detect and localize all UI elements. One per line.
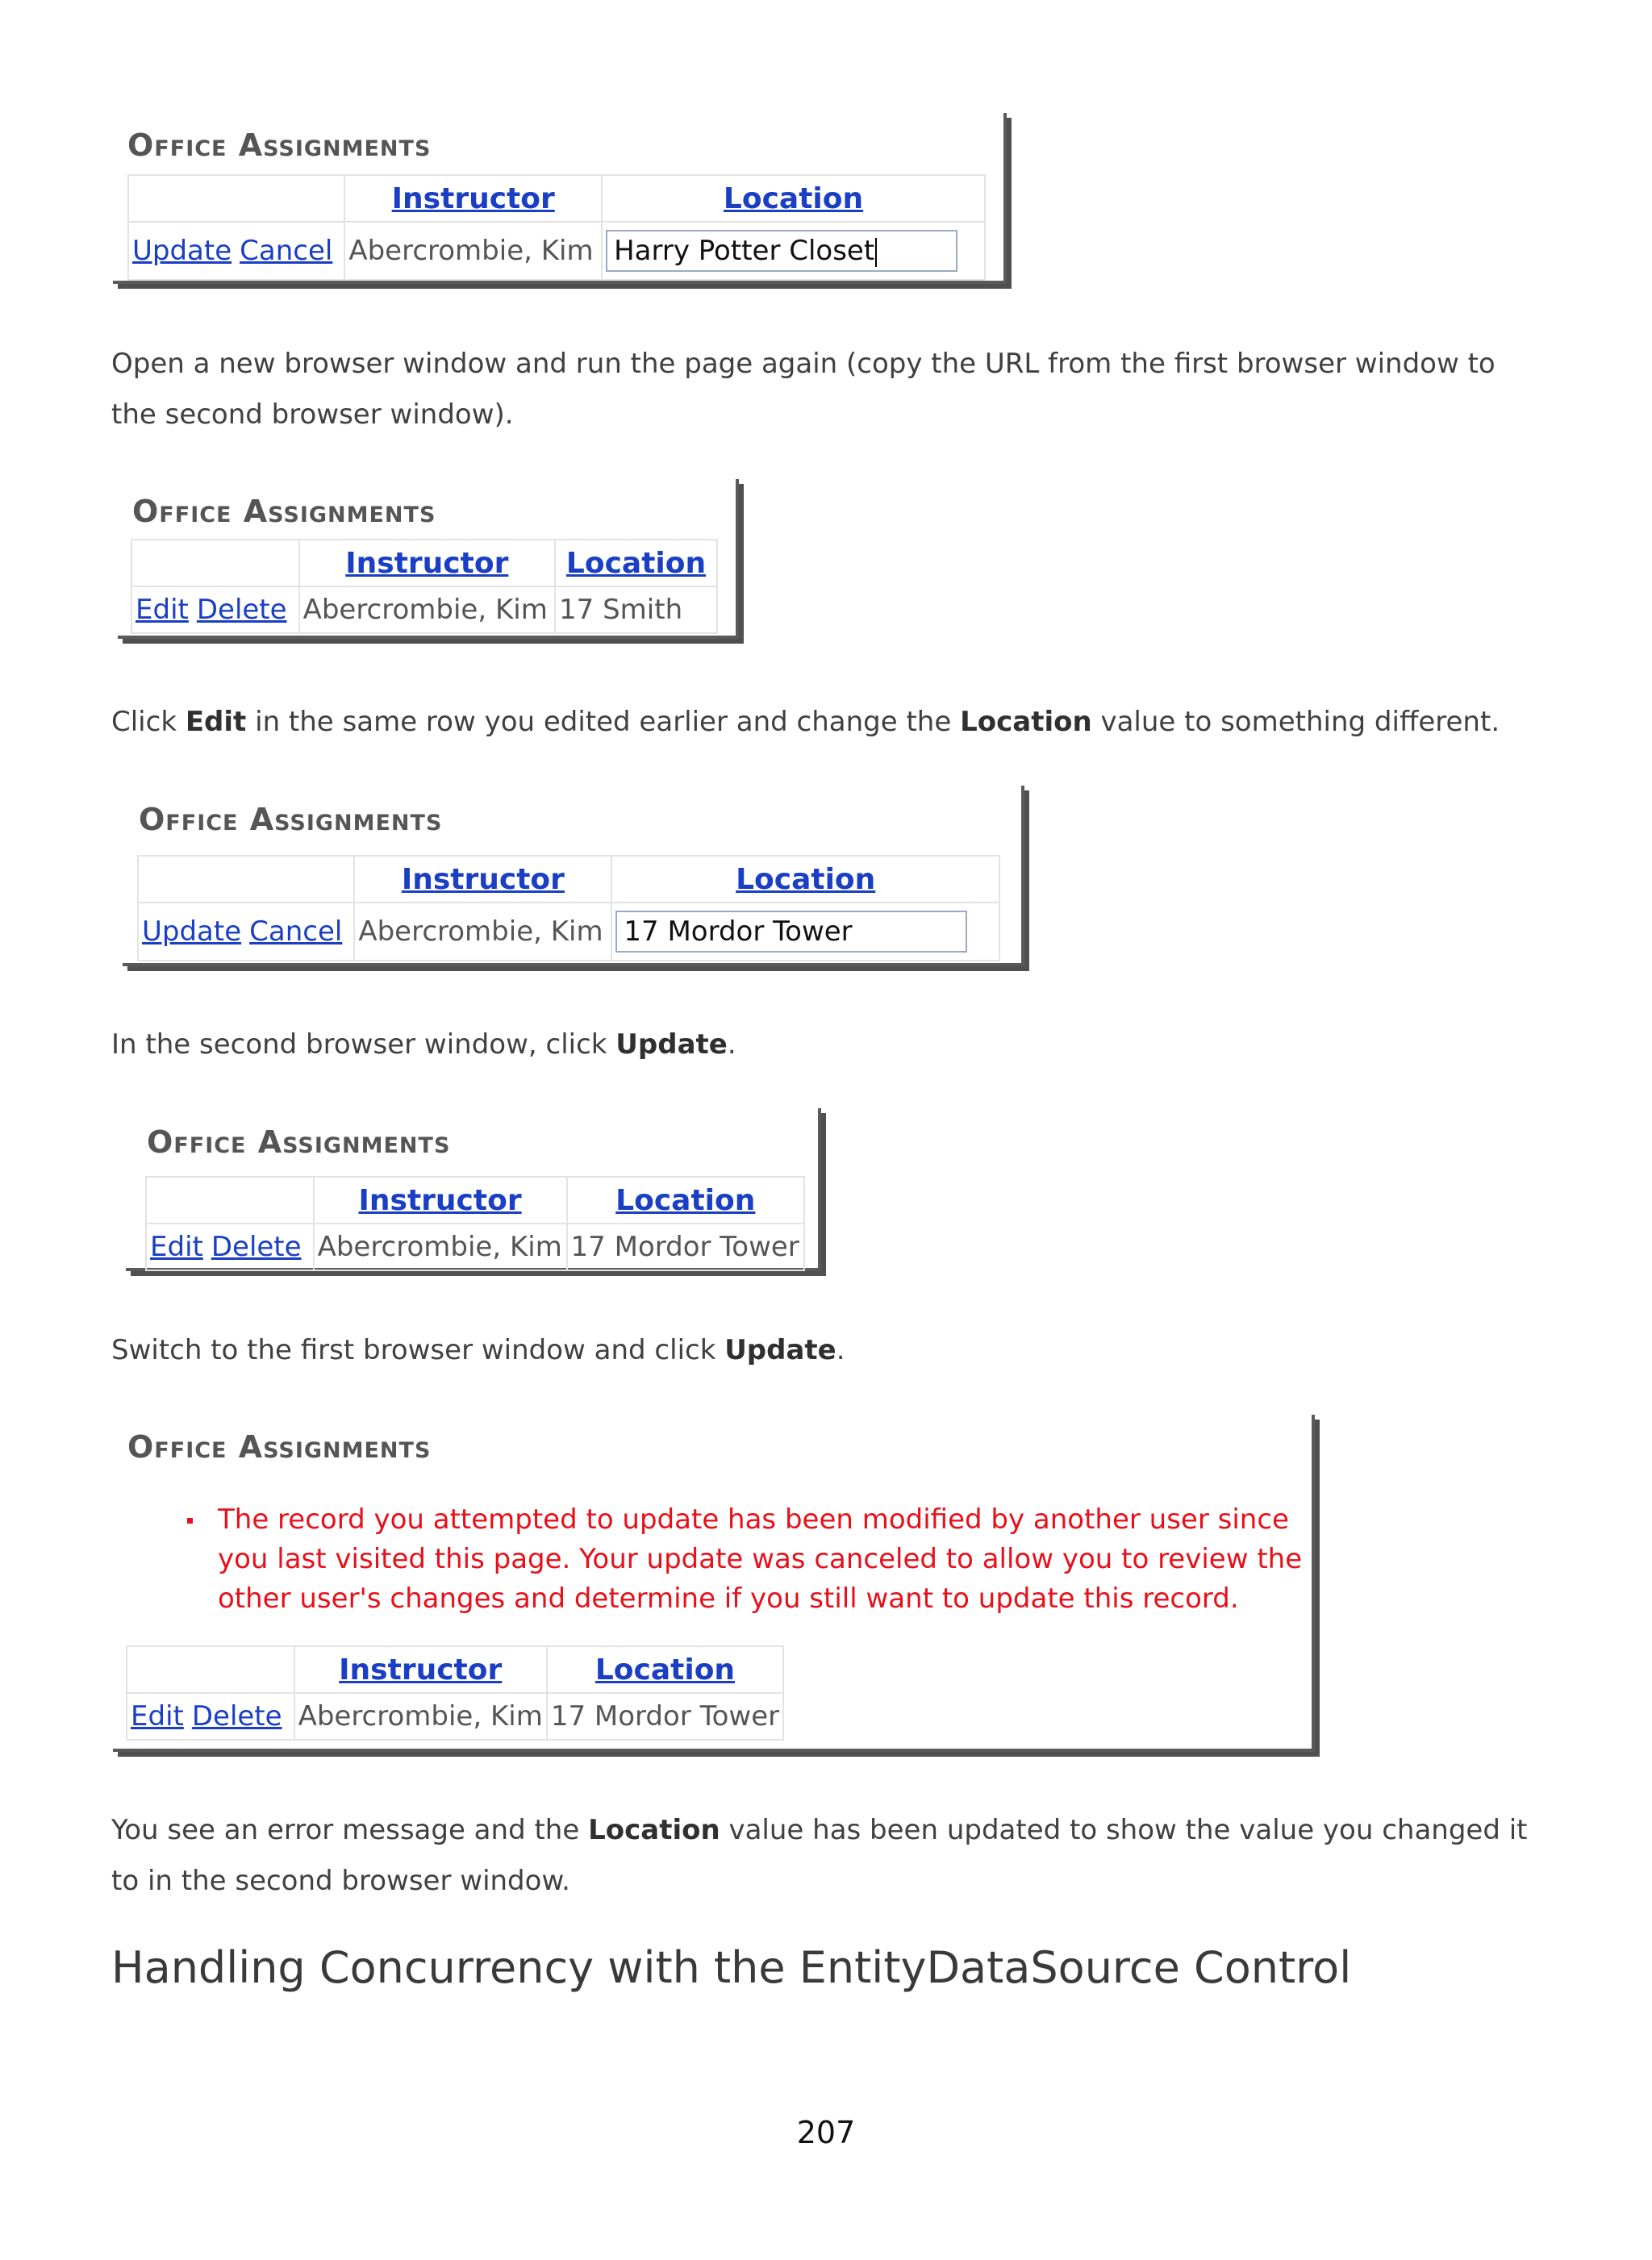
location-cell — [602, 222, 985, 280]
header-row — [131, 540, 717, 586]
assignments-grid — [145, 1176, 805, 1271]
instructor-cell — [314, 1224, 567, 1270]
instructor-cell — [299, 586, 555, 633]
paragraph-2 — [111, 697, 1547, 748]
instructor-name: Abercrombie, Kim — [298, 1700, 543, 1733]
error-message: The record you attempted to update has been modified by another user since you last visited this page. Your update was canceled to allow you to review the other user's changes and determine if you still want to update this record. — [184, 1500, 1313, 1619]
instructor-column-link[interactable]: Instructor — [358, 1183, 522, 1217]
panel-title: Office Assignments — [139, 802, 443, 837]
location-cell — [555, 586, 717, 633]
instructor-name: Abercrombie, Kim — [302, 594, 548, 626]
location-value: 17 Smith — [559, 594, 683, 626]
instructor-cell — [354, 903, 611, 961]
update-emphasis: Update — [724, 1334, 836, 1366]
instructor-column-link[interactable]: Instructor — [401, 862, 565, 896]
cancel-link[interactable]: Cancel — [249, 915, 343, 948]
assignments-grid — [126, 1645, 784, 1741]
instructor-name: Abercrombie, Kim — [358, 915, 603, 948]
header-row — [138, 856, 999, 903]
panel-title: Office Assignments — [147, 1124, 451, 1160]
cancel-link[interactable]: Cancel — [240, 235, 333, 267]
location-emphasis: Location — [960, 706, 1092, 738]
row-actions — [146, 1224, 314, 1270]
edit-emphasis: Edit — [185, 706, 247, 738]
instructor-cell — [294, 1693, 547, 1740]
paragraph-4 — [111, 1325, 1547, 1376]
header-row — [146, 1177, 804, 1224]
instructor-name: Abercrombie, Kim — [317, 1231, 562, 1263]
assignments-grid — [127, 174, 986, 281]
screenshot-panel-3 — [123, 786, 1024, 966]
location-cell — [547, 1693, 783, 1740]
panel-title: Office Assignments — [127, 127, 432, 163]
delete-link[interactable]: Delete — [191, 1700, 282, 1733]
location-column-link[interactable]: Location — [615, 1183, 756, 1217]
header-cell-actions — [138, 856, 354, 903]
screenshot-panel-1 — [113, 113, 1007, 284]
screenshot-panel-4 — [126, 1108, 821, 1271]
table-row — [138, 903, 999, 961]
paragraph-5-text: value has been updated to show the value you changed it to in the second browser window. — [111, 1814, 1528, 1897]
header-cell-location — [555, 540, 717, 586]
table-row — [128, 222, 985, 280]
location-input-value: 17 Mordor Tower — [624, 915, 853, 948]
row-actions — [138, 903, 354, 961]
location-input[interactable] — [606, 230, 957, 272]
header-cell-instructor — [314, 1177, 567, 1224]
header-cell-instructor — [294, 1646, 547, 1693]
paragraph-1-text: Open a new browser window and run the page again (copy the URL from the first browser window to the second browser window). — [111, 348, 1496, 431]
paragraph-2-text: in the same row you edited earlier and change the — [246, 706, 961, 738]
row-actions — [128, 222, 344, 280]
header-cell-instructor — [299, 540, 555, 586]
validation-summary — [184, 1500, 1313, 1619]
paragraph-2-text: Click — [111, 706, 186, 738]
update-emphasis: Update — [615, 1028, 728, 1061]
paragraph-3-text: In the second browser window, click — [111, 1028, 616, 1061]
location-cell — [611, 903, 999, 961]
location-emphasis: Location — [588, 1814, 720, 1846]
instructor-name: Abercrombie, Kim — [348, 235, 594, 267]
header-cell-instructor — [354, 856, 611, 903]
header-row — [128, 175, 985, 222]
location-column-link[interactable]: Location — [723, 181, 864, 215]
location-column-link[interactable]: Location — [594, 1653, 736, 1687]
header-cell-actions — [127, 1646, 294, 1693]
location-cell — [567, 1224, 804, 1270]
header-row — [127, 1646, 783, 1693]
row-actions — [131, 586, 299, 633]
edit-link[interactable]: Edit — [131, 1700, 184, 1733]
paragraph-4-text: Switch to the first browser window and click — [111, 1334, 725, 1366]
instructor-column-link[interactable]: Instructor — [339, 1653, 503, 1687]
header-cell-actions — [131, 540, 299, 586]
assignments-grid — [137, 855, 1000, 961]
table-row — [131, 586, 717, 633]
location-input-value: Harry Potter Closet — [614, 235, 875, 267]
delete-link[interactable]: Delete — [196, 594, 287, 626]
table-row — [127, 1693, 783, 1740]
header-cell-location — [602, 175, 985, 222]
paragraph-5 — [111, 1805, 1547, 1907]
header-cell-actions — [128, 175, 344, 222]
instructor-column-link[interactable]: Instructor — [345, 546, 509, 580]
delete-link[interactable]: Delete — [211, 1231, 302, 1263]
location-column-link[interactable]: Location — [565, 546, 707, 580]
update-link[interactable]: Update — [142, 915, 242, 948]
header-cell-location — [547, 1646, 783, 1693]
section-heading: Handling Concurrency with the EntityDataSource Control — [111, 1942, 1352, 1993]
location-input[interactable] — [615, 911, 967, 953]
instructor-column-link[interactable]: Instructor — [391, 181, 555, 215]
paragraph-3 — [111, 1020, 1547, 1070]
edit-link[interactable]: Edit — [136, 594, 189, 626]
header-cell-actions — [146, 1177, 314, 1224]
text-caret — [875, 238, 877, 267]
paragraph-4-text: . — [836, 1334, 845, 1366]
assignments-grid — [131, 539, 718, 634]
paragraph-1 — [111, 339, 1547, 440]
update-link[interactable]: Update — [132, 235, 232, 267]
edit-link[interactable]: Edit — [150, 1231, 203, 1263]
page-number: 207 — [796, 2115, 856, 2150]
paragraph-5-text: You see an error message and the — [111, 1814, 589, 1846]
instructor-cell — [344, 222, 602, 280]
header-cell-location — [611, 856, 999, 903]
header-cell-instructor — [344, 175, 602, 222]
location-value: 17 Mordor Tower — [570, 1231, 799, 1263]
location-column-link[interactable]: Location — [736, 862, 876, 896]
header-cell-location — [567, 1177, 804, 1224]
screenshot-panel-5 — [113, 1415, 1315, 1752]
panel-title: Office Assignments — [127, 1429, 432, 1465]
paragraph-2-text: value to something different. — [1091, 706, 1500, 738]
row-actions — [127, 1693, 294, 1740]
screenshot-panel-2 — [118, 479, 739, 639]
location-value: 17 Mordor Tower — [550, 1700, 780, 1733]
paragraph-3-text: . — [727, 1028, 736, 1061]
panel-title: Office Assignments — [132, 494, 436, 529]
table-row — [146, 1224, 804, 1270]
